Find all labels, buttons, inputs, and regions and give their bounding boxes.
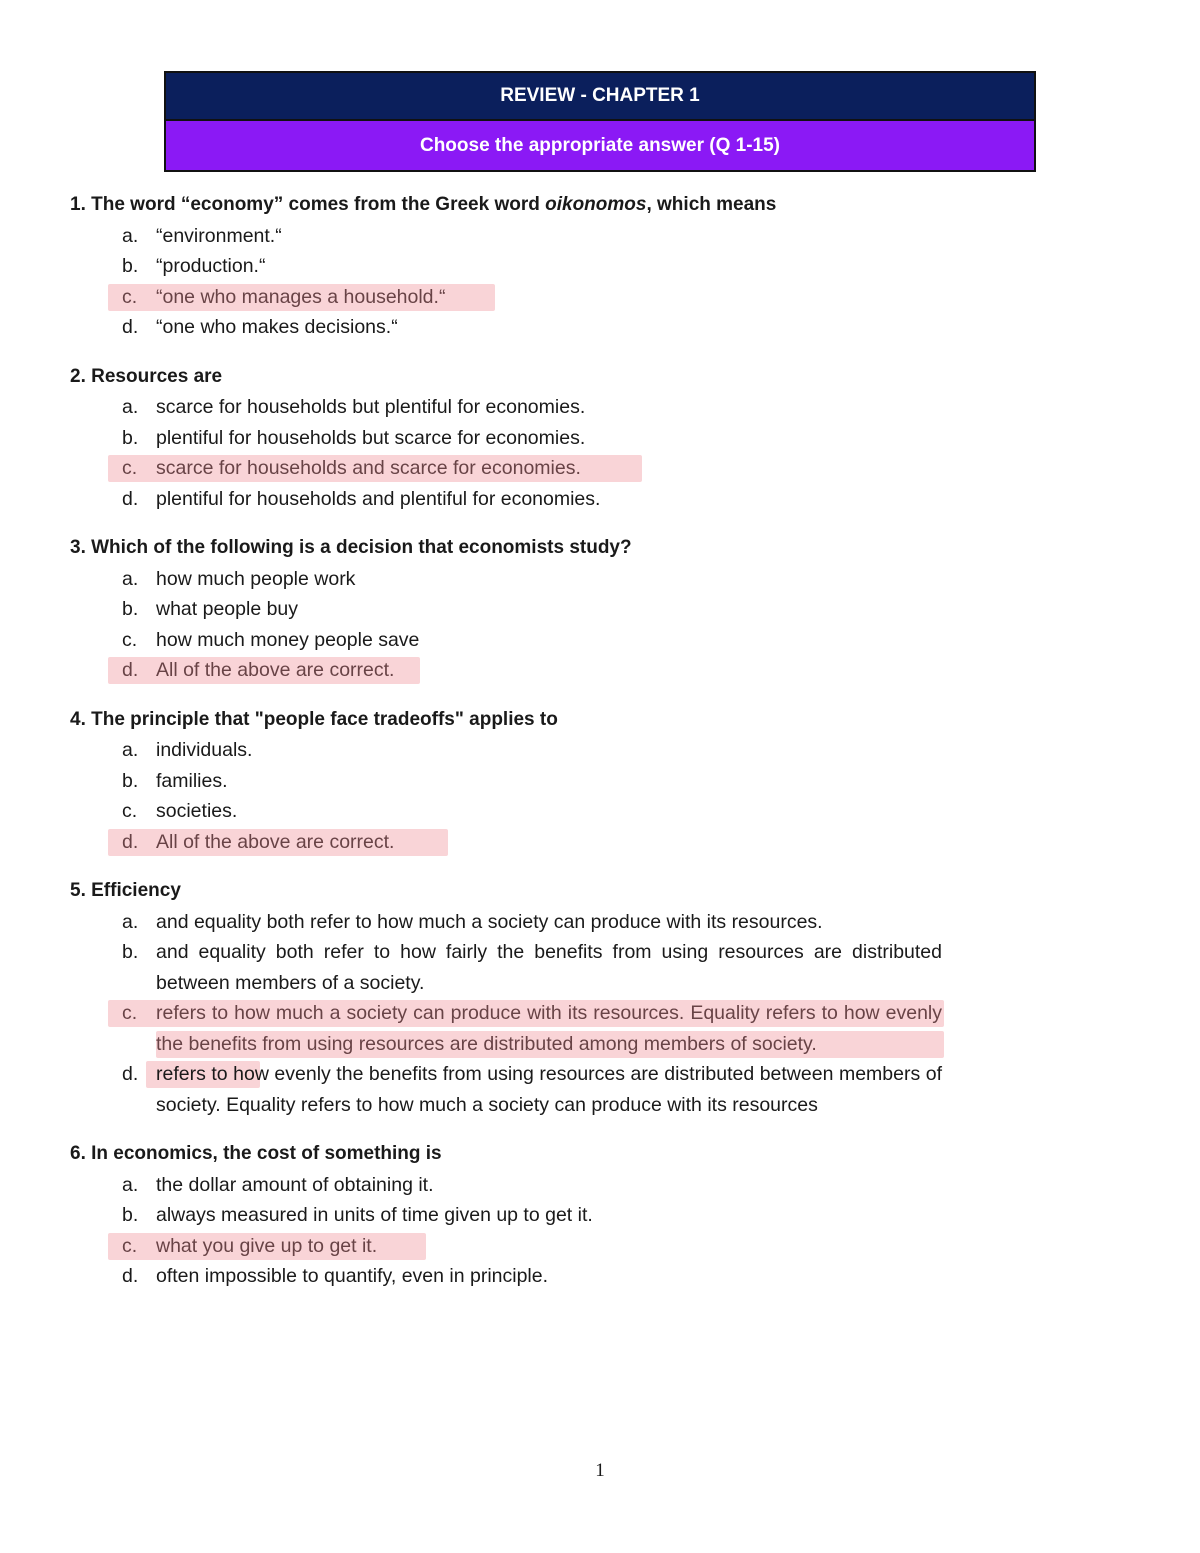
header-title: REVIEW - CHAPTER 1 [164, 71, 1036, 121]
option-letter: d. [122, 659, 139, 681]
header-subtitle: Choose the appropriate answer (Q 1-15) [164, 121, 1036, 172]
option-text: individuals. [156, 739, 253, 761]
option-a [70, 564, 942, 595]
option-c-highlighted [70, 453, 942, 484]
question-1 [70, 190, 942, 343]
option-b [70, 937, 942, 998]
review-header [164, 71, 1036, 172]
option-c-highlighted [70, 1231, 942, 1262]
option-d [70, 1059, 942, 1120]
option-a [70, 907, 942, 938]
question-2 [70, 362, 942, 515]
option-d [70, 484, 942, 515]
option-letter: d. [122, 1265, 139, 1287]
option-b [70, 594, 942, 625]
option-text: families. [156, 769, 228, 792]
question-4 [70, 705, 942, 858]
option-text: societies. [156, 800, 238, 822]
option-letter: d. [122, 1063, 139, 1085]
option-text: always measured in units of time given up to get it. [156, 1204, 593, 1226]
option-letter: a. [122, 1173, 139, 1196]
option-letter: a. [122, 567, 139, 590]
answer-highlight [108, 455, 642, 482]
option-text: and equality both refer to how much a society can produce with its resources. [156, 910, 823, 933]
option-text: plentiful for households and plentiful for economies. [156, 487, 601, 510]
option-b [70, 251, 942, 282]
question-3 [70, 533, 942, 686]
question-text [70, 190, 942, 221]
question-text: 2. Resources are [70, 365, 223, 387]
option-c-highlighted [70, 998, 942, 1059]
option-letter: b. [122, 255, 139, 277]
option-letter: c. [122, 457, 138, 479]
option-letter: d. [122, 487, 139, 510]
option-text: and equality both refer to how fairly the benefits from using resources are distributed between members of a society. [156, 941, 942, 994]
option-text: often impossible to quantify, even in principle. [156, 1265, 549, 1287]
question-text: 4. The principle that "people face tradeoffs" applies to [70, 708, 558, 730]
option-text: how much money people save [156, 628, 420, 651]
option-text: the dollar amount of obtaining it. [156, 1173, 434, 1196]
question-list [70, 190, 942, 1311]
question-text: 3. Which of the following is a decision that economists study? [70, 537, 632, 558]
question-6 [70, 1139, 942, 1292]
answer-highlight [156, 1031, 944, 1058]
option-letter: b. [122, 1204, 139, 1226]
option-c [70, 796, 942, 827]
option-text: “production.“ [156, 255, 266, 277]
option-letter: a. [122, 224, 139, 247]
question-text-italic: oikonomos [545, 194, 647, 215]
page-number: 1 [595, 1460, 605, 1481]
option-letter: a. [122, 396, 139, 418]
option-a [70, 1170, 942, 1201]
option-text: refers to how much a society can produce with its resources. Equality refers to how evenly the benefits from using resources are distributed among members of society. [156, 1002, 942, 1055]
option-text: scarce for households but plentiful for economies. [156, 396, 586, 418]
option-text: “one who manages a household.“ [156, 285, 446, 308]
option-letter: d. [122, 830, 139, 853]
answer-highlight [108, 1000, 944, 1027]
option-letter: c. [122, 800, 138, 822]
answer-highlight [108, 1233, 426, 1260]
option-text: “environment.“ [156, 224, 282, 247]
answer-highlight [108, 657, 420, 684]
question-text: 6. In economics, the cost of something is [70, 1143, 442, 1164]
option-a [70, 221, 942, 252]
option-letter: a. [122, 910, 139, 933]
answer-highlight [108, 829, 448, 856]
option-text: what people buy [156, 598, 299, 620]
question-text: 5. Efficiency [70, 880, 181, 901]
option-letter: b. [122, 598, 139, 620]
answer-highlight [108, 284, 495, 311]
option-b [70, 1200, 942, 1231]
option-letter: c. [122, 628, 138, 651]
option-d [70, 1261, 942, 1292]
option-text: how much people work [156, 567, 356, 590]
option-letter: b. [122, 941, 139, 963]
question-text-suffix: , which means [646, 194, 777, 215]
option-letter: c. [122, 1002, 138, 1024]
option-text: All of the above are correct. [156, 830, 395, 853]
option-d-highlighted [70, 827, 942, 858]
option-a [70, 392, 942, 423]
option-d [70, 312, 942, 343]
option-text: “one who makes decisions.“ [156, 316, 398, 338]
option-letter: c. [122, 1234, 138, 1257]
option-a [70, 735, 942, 766]
option-d-highlighted [70, 655, 942, 686]
option-text: refers to how evenly the benefits from using resources are distributed between members of society. Equality refers to how much a society can produce with its resources [156, 1063, 942, 1116]
option-text: All of the above are correct. [156, 659, 395, 681]
option-letter: a. [122, 739, 139, 761]
option-text: what you give up to get it. [156, 1234, 378, 1257]
option-c-highlighted [70, 282, 942, 313]
option-letter: c. [122, 285, 138, 308]
option-letter: b. [122, 769, 139, 792]
option-text: scarce for households and scarce for economies. [156, 457, 581, 479]
option-letter: b. [122, 426, 139, 449]
option-c [70, 625, 942, 656]
question-5 [70, 876, 942, 1120]
option-b [70, 766, 942, 797]
option-text: plentiful for households but scarce for economies. [156, 426, 586, 449]
question-text-prefix: 1. The word “economy” comes from the Greek word [70, 194, 546, 215]
option-b [70, 423, 942, 454]
option-letter: d. [122, 316, 139, 338]
